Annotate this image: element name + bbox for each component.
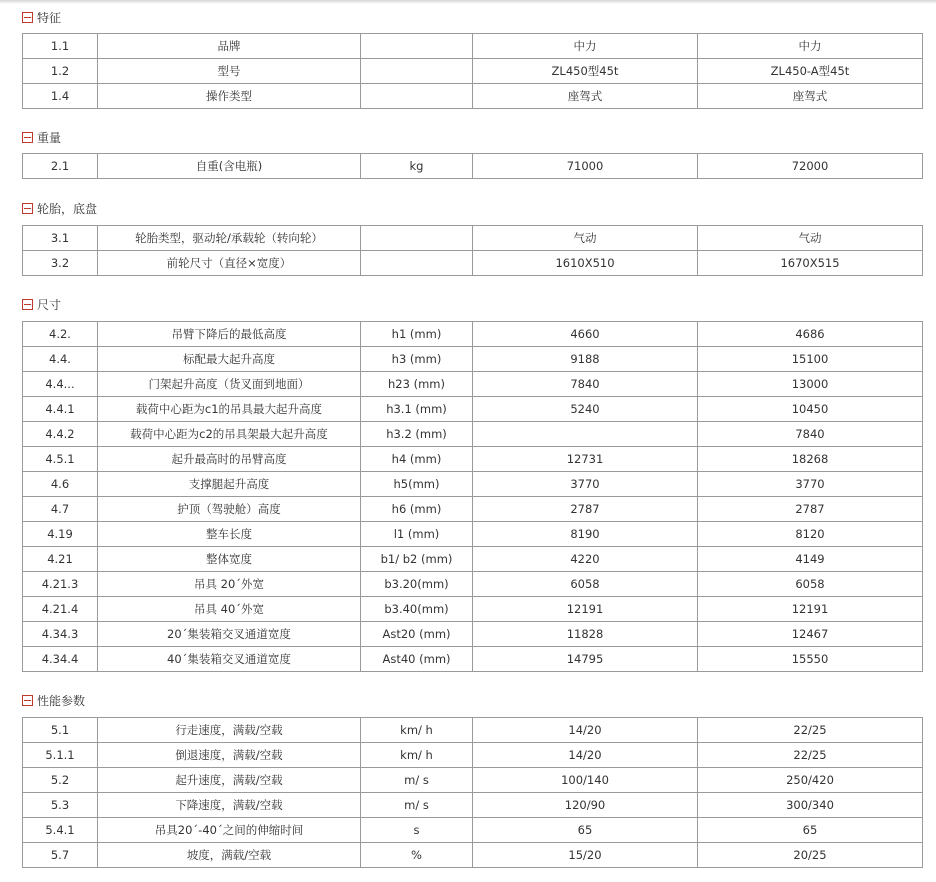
- spec-name-cell: 吊具20´-40´之间的伸缩时间: [98, 818, 361, 843]
- spec-name-cell: 起升速度，满载/空载: [98, 768, 361, 793]
- spec-unit-cell: [361, 59, 473, 84]
- spec-value-a-cell: [473, 422, 698, 447]
- spec-id-cell: 5.1: [23, 718, 98, 743]
- spec-unit-cell: m/ s: [361, 768, 473, 793]
- spec-unit-cell: [361, 251, 473, 276]
- spec-id-cell: 4.4...: [23, 372, 98, 397]
- spec-name-cell: 型号: [98, 59, 361, 84]
- spec-id-cell: 4.6: [23, 472, 98, 497]
- spec-unit-cell: m/ s: [361, 793, 473, 818]
- spec-id-cell: 4.7: [23, 497, 98, 522]
- spec-id-cell: 1.1: [23, 34, 98, 59]
- spec-name-cell: 倒退速度，满载/空载: [98, 743, 361, 768]
- spec-name-cell: 门架起升高度（货叉面到地面）: [98, 372, 361, 397]
- spec-id-cell: 4.19: [23, 522, 98, 547]
- table-row: [23, 597, 923, 622]
- table-row: [23, 84, 923, 109]
- spec-name-cell: 整车长度: [98, 522, 361, 547]
- spec-name-cell: 吊臂下降后的最低高度: [98, 322, 361, 347]
- spec-unit-cell: b1/ b2 (mm): [361, 547, 473, 572]
- section-title: 重量: [37, 130, 62, 145]
- spec-id-cell: 5.1.1: [23, 743, 98, 768]
- spec-value-a-cell: 100/140: [473, 768, 698, 793]
- spec-value-a-cell: 4660: [473, 322, 698, 347]
- table-row: [23, 547, 923, 572]
- spec-name-cell: 护顶（驾驶舱）高度: [98, 497, 361, 522]
- spec-unit-cell: km/ h: [361, 743, 473, 768]
- spec-value-a-cell: 14/20: [473, 743, 698, 768]
- spec-id-cell: 3.2: [23, 251, 98, 276]
- spec-value-b-cell: 20/25: [698, 843, 923, 868]
- spec-name-cell: 吊具 20´外宽: [98, 572, 361, 597]
- spec-unit-cell: %: [361, 843, 473, 868]
- section-title: 轮胎，底盘: [37, 201, 98, 216]
- spec-unit-cell: h4 (mm): [361, 447, 473, 472]
- table-row: [23, 718, 923, 743]
- spec-unit-cell: h1 (mm): [361, 322, 473, 347]
- spec-value-a-cell: ZL450型45t: [473, 59, 698, 84]
- spec-id-cell: 5.2: [23, 768, 98, 793]
- spec-value-a-cell: 2787: [473, 497, 698, 522]
- spec-unit-cell: [361, 84, 473, 109]
- spec-name-cell: 操作类型: [98, 84, 361, 109]
- spec-value-a-cell: 3770: [473, 472, 698, 497]
- spec-unit-cell: b3.20(mm): [361, 572, 473, 597]
- table-row: [23, 154, 923, 179]
- section-title: 特征: [37, 10, 62, 25]
- spec-value-b-cell: 300/340: [698, 793, 923, 818]
- table-row: [23, 347, 923, 372]
- spec-value-a-cell: 12191: [473, 597, 698, 622]
- spec-value-b-cell: 2787: [698, 497, 923, 522]
- collapse-minus-icon[interactable]: [22, 695, 33, 706]
- spec-name-cell: 自重(含电瓶): [98, 154, 361, 179]
- spec-name-cell: 整体宽度: [98, 547, 361, 572]
- spec-value-b-cell: 座驾式: [698, 84, 923, 109]
- spec-table-dimensions: [22, 321, 923, 672]
- table-row: [23, 843, 923, 868]
- spec-name-cell: 40´集装箱交叉通道宽度: [98, 647, 361, 672]
- spec-value-b-cell: 15550: [698, 647, 923, 672]
- spec-unit-cell: kg: [361, 154, 473, 179]
- spec-id-cell: 4.5.1: [23, 447, 98, 472]
- spec-unit-cell: h3 (mm): [361, 347, 473, 372]
- collapse-minus-icon[interactable]: [22, 299, 33, 310]
- spec-value-b-cell: 18268: [698, 447, 923, 472]
- table-row: [23, 793, 923, 818]
- table-row: [23, 818, 923, 843]
- spec-value-b-cell: 250/420: [698, 768, 923, 793]
- section-header-dimensions[interactable]: [22, 296, 61, 312]
- collapse-minus-icon[interactable]: [22, 203, 33, 214]
- spec-id-cell: 5.3: [23, 793, 98, 818]
- spec-id-cell: 4.4.: [23, 347, 98, 372]
- spec-value-a-cell: 14795: [473, 647, 698, 672]
- section-header-features[interactable]: [22, 9, 61, 25]
- spec-unit-cell: km/ h: [361, 718, 473, 743]
- spec-value-b-cell: 7840: [698, 422, 923, 447]
- spec-value-b-cell: 65: [698, 818, 923, 843]
- section-header-weight[interactable]: [22, 129, 61, 145]
- spec-unit-cell: h23 (mm): [361, 372, 473, 397]
- table-row: [23, 397, 923, 422]
- spec-value-a-cell: 14/20: [473, 718, 698, 743]
- section-header-tires-chassis[interactable]: [22, 200, 97, 216]
- collapse-minus-icon[interactable]: [22, 132, 33, 143]
- table-row: [23, 34, 923, 59]
- table-row: [23, 572, 923, 597]
- spec-id-cell: 4.2.: [23, 322, 98, 347]
- spec-value-b-cell: 72000: [698, 154, 923, 179]
- table-row: [23, 59, 923, 84]
- spec-name-cell: 行走速度，满载/空载: [98, 718, 361, 743]
- table-row: [23, 743, 923, 768]
- table-row: [23, 447, 923, 472]
- spec-name-cell: 坡度，满载/空载: [98, 843, 361, 868]
- spec-value-a-cell: 气动: [473, 226, 698, 251]
- spec-value-b-cell: 气动: [698, 226, 923, 251]
- spec-id-cell: 3.1: [23, 226, 98, 251]
- spec-value-b-cell: 13000: [698, 372, 923, 397]
- spec-id-cell: 4.34.4: [23, 647, 98, 672]
- spec-value-b-cell: 10450: [698, 397, 923, 422]
- spec-value-a-cell: 65: [473, 818, 698, 843]
- spec-value-a-cell: 120/90: [473, 793, 698, 818]
- spec-name-cell: 品牌: [98, 34, 361, 59]
- table-row: [23, 647, 923, 672]
- spec-value-a-cell: 12731: [473, 447, 698, 472]
- spec-value-a-cell: 71000: [473, 154, 698, 179]
- spec-unit-cell: h3.2 (mm): [361, 422, 473, 447]
- spec-id-cell: 5.7: [23, 843, 98, 868]
- spec-unit-cell: b3.40(mm): [361, 597, 473, 622]
- spec-value-a-cell: 5240: [473, 397, 698, 422]
- spec-value-a-cell: 9188: [473, 347, 698, 372]
- table-row: [23, 226, 923, 251]
- spec-value-b-cell: 4686: [698, 322, 923, 347]
- section-title: 尺寸: [37, 297, 62, 312]
- top-divider: [0, 0, 936, 4]
- table-row: [23, 472, 923, 497]
- section-header-performance[interactable]: [22, 692, 85, 708]
- spec-id-cell: 4.21: [23, 547, 98, 572]
- spec-unit-cell: l1 (mm): [361, 522, 473, 547]
- table-row: [23, 768, 923, 793]
- spec-value-b-cell: 12191: [698, 597, 923, 622]
- spec-name-cell: 起升最高时的吊臂高度: [98, 447, 361, 472]
- spec-table-performance: [22, 717, 923, 868]
- spec-id-cell: 1.4: [23, 84, 98, 109]
- spec-table-weight: [22, 153, 923, 179]
- spec-id-cell: 4.21.3: [23, 572, 98, 597]
- spec-value-a-cell: 1610X510: [473, 251, 698, 276]
- spec-unit-cell: [361, 226, 473, 251]
- table-row: [23, 497, 923, 522]
- spec-name-cell: 载荷中心距为c1的吊具最大起升高度: [98, 397, 361, 422]
- spec-unit-cell: s: [361, 818, 473, 843]
- spec-value-a-cell: 11828: [473, 622, 698, 647]
- table-row: [23, 622, 923, 647]
- spec-value-b-cell: 4149: [698, 547, 923, 572]
- spec-value-a-cell: 6058: [473, 572, 698, 597]
- spec-value-a-cell: 4220: [473, 547, 698, 572]
- spec-value-b-cell: 22/25: [698, 718, 923, 743]
- spec-value-a-cell: 7840: [473, 372, 698, 397]
- spec-name-cell: 吊具 40´外宽: [98, 597, 361, 622]
- spec-value-a-cell: 8190: [473, 522, 698, 547]
- spec-name-cell: 前轮尺寸（直径×宽度）: [98, 251, 361, 276]
- table-row: [23, 322, 923, 347]
- spec-value-b-cell: 1670X515: [698, 251, 923, 276]
- spec-name-cell: 标配最大起升高度: [98, 347, 361, 372]
- spec-value-a-cell: 座驾式: [473, 84, 698, 109]
- table-row: [23, 251, 923, 276]
- spec-id-cell: 1.2: [23, 59, 98, 84]
- spec-table-features: [22, 33, 923, 109]
- spec-value-b-cell: 12467: [698, 622, 923, 647]
- table-row: [23, 422, 923, 447]
- spec-unit-cell: h5(mm): [361, 472, 473, 497]
- spec-id-cell: 2.1: [23, 154, 98, 179]
- spec-value-b-cell: 6058: [698, 572, 923, 597]
- spec-value-b-cell: 22/25: [698, 743, 923, 768]
- spec-unit-cell: h6 (mm): [361, 497, 473, 522]
- table-row: [23, 372, 923, 397]
- spec-id-cell: 4.21.4: [23, 597, 98, 622]
- spec-value-b-cell: 8120: [698, 522, 923, 547]
- spec-value-b-cell: 3770: [698, 472, 923, 497]
- spec-value-b-cell: 中力: [698, 34, 923, 59]
- spec-value-a-cell: 中力: [473, 34, 698, 59]
- spec-name-cell: 20´集装箱交叉通道宽度: [98, 622, 361, 647]
- spec-value-a-cell: 15/20: [473, 843, 698, 868]
- spec-value-b-cell: 15100: [698, 347, 923, 372]
- spec-unit-cell: h3.1 (mm): [361, 397, 473, 422]
- spec-unit-cell: [361, 34, 473, 59]
- collapse-minus-icon[interactable]: [22, 12, 33, 23]
- spec-value-b-cell: ZL450-A型45t: [698, 59, 923, 84]
- spec-id-cell: 4.4.1: [23, 397, 98, 422]
- spec-unit-cell: Ast40 (mm): [361, 647, 473, 672]
- spec-name-cell: 支撑腿起升高度: [98, 472, 361, 497]
- table-row: [23, 522, 923, 547]
- spec-name-cell: 轮胎类型，驱动轮/承载轮（转向轮）: [98, 226, 361, 251]
- spec-id-cell: 4.34.3: [23, 622, 98, 647]
- spec-id-cell: 4.4.2: [23, 422, 98, 447]
- spec-name-cell: 下降速度，满载/空载: [98, 793, 361, 818]
- spec-id-cell: 5.4.1: [23, 818, 98, 843]
- spec-name-cell: 载荷中心距为c2的吊具架最大起升高度: [98, 422, 361, 447]
- spec-table-tires-chassis: [22, 225, 923, 276]
- spec-unit-cell: Ast20 (mm): [361, 622, 473, 647]
- section-title: 性能参数: [37, 693, 86, 708]
